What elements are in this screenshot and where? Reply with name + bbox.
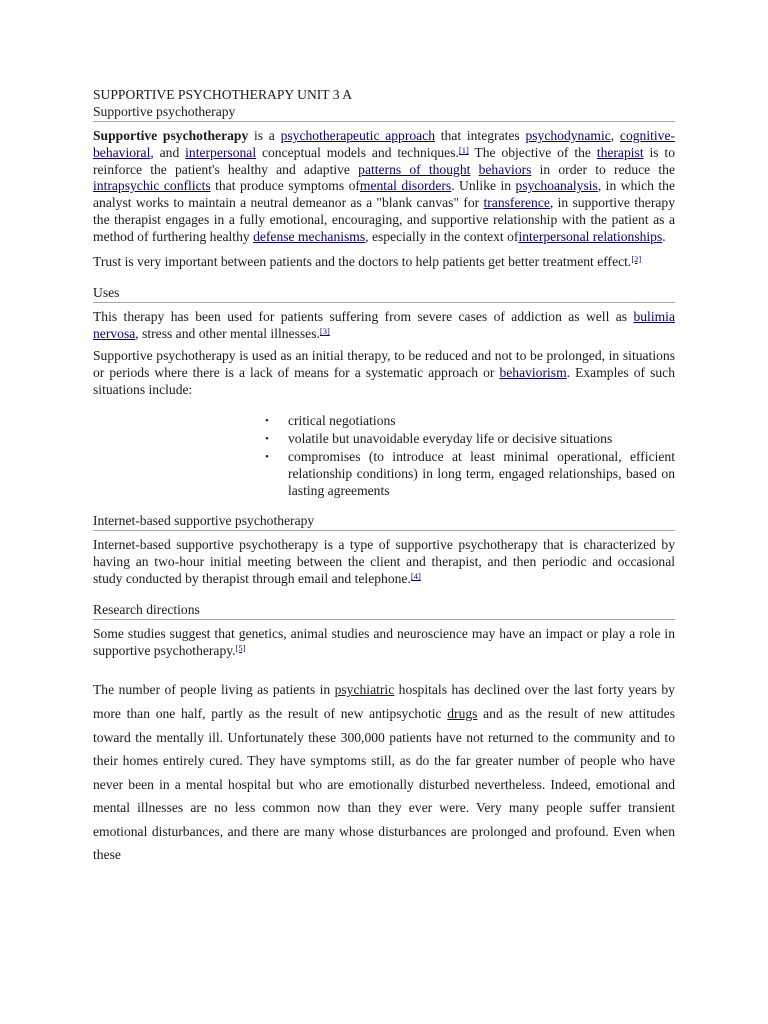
link-psychodynamic[interactable]: psychodynamic (525, 128, 611, 143)
link-intrapsychic-conflicts[interactable]: intrapsychic conflicts (93, 178, 211, 194)
text-run: that produce symptoms of (210, 178, 360, 194)
citation-1[interactable]: [1] (458, 144, 469, 155)
internet-paragraph (93, 537, 675, 587)
bullet-icon: • (265, 415, 269, 428)
situations-list (93, 413, 675, 499)
link-behaviors[interactable]: behaviors (478, 161, 532, 177)
bullet-icon: • (265, 450, 269, 463)
text-run: , especially in the context of (365, 228, 519, 244)
link-interpersonal[interactable]: interpersonal (185, 144, 257, 160)
uses-paragraph-2 (93, 348, 675, 398)
text-run: in order to reduce the (531, 161, 675, 177)
link-bulimia-nervosa[interactable]: bulimia nervosa (93, 309, 675, 342)
text-run: Internet-based supportive psychotherapy is a type of supportive psychotherapy that is characterized by having an two-hour initial meeting between the client and therapist, and then periodic and occasional study conducted by therapist through email and telephone. (93, 537, 675, 586)
link-therapist[interactable]: therapist (596, 144, 644, 160)
essay-paragraph (93, 678, 675, 867)
link-transference[interactable]: transference (483, 195, 550, 211)
research-paragraph (93, 626, 675, 660)
underlined-word-psychiatric: psychiatric (334, 682, 395, 698)
section-heading-internet-based: Internet-based supportive psychotherapy (93, 512, 675, 531)
uses-paragraph-1 (93, 309, 675, 343)
text-run: Some studies suggest that genetics, animal studies and neuroscience may have an impact or play a role in supportive psychotherapy. (93, 625, 675, 658)
text-run: hospitals has declined over the last forty years by more than one half, partly as the result of new antipsychotic (93, 682, 675, 721)
section-heading-research-directions: Research directions (93, 601, 675, 620)
link-psychotherapeutic-approach[interactable]: psychotherapeutic approach (280, 128, 436, 143)
list-item-text: volatile but unavoidable everyday life or decisive situations (288, 431, 613, 447)
link-cognitive-behavioral[interactable]: cognitive-behavioral (93, 128, 676, 160)
list-item-text: compromises (to introduce at least minimal operational, efficient relationship conditions) in long term, engaged relationships, based on lasting agreements (288, 448, 675, 498)
text-run: is a (248, 128, 281, 143)
text-run: . Examples of such situations include: (93, 364, 675, 397)
link-mental-disorders[interactable]: mental disorders (359, 178, 452, 194)
link-defense-mechanisms[interactable]: defense mechanisms (253, 228, 366, 244)
text-run (470, 162, 478, 177)
underlined-word-drugs: drugs (447, 705, 478, 721)
intro-paragraph (93, 128, 675, 246)
link-behaviorism[interactable]: behaviorism (499, 364, 567, 380)
text-run: Supportive psychotherapy is used as an initial therapy, to be reduced and not to be prolonged, in situations or periods where there is a lack of means for a systematic approach or (93, 347, 675, 380)
citation-4[interactable]: [4] (410, 570, 421, 581)
bold-term: Supportive psychotherapy (93, 128, 249, 143)
section-heading-uses: Uses (93, 284, 675, 303)
trust-paragraph (93, 254, 675, 271)
list-item (265, 431, 675, 448)
citation-3[interactable]: [3] (319, 326, 330, 337)
link-patterns-of-thought[interactable]: patterns of thought (358, 161, 471, 177)
link-interpersonal-relationships[interactable]: interpersonal relationships (518, 228, 663, 244)
text-run: and as the result of new attitudes toward the mentally ill. Unfortunately these 300,000 patients have not returned to the community and to their homes entirely cured. They have symptoms still, as do the far greater number of people who have never been in a mental hospital but who are emotionally disturbed nevertheless. Indeed, emotional and mental illnesses are no less common now than they ever were. Very many people suffer transient emotional disturbances, and there are many whose disturbances are prolonged and profound. Even when these (93, 705, 676, 863)
text-run: , stress and other mental illnesses. (135, 326, 320, 342)
text-run: Trust is very important between patients and the doctors to help patients get better treatment effect. (93, 253, 632, 269)
link-psychoanalysis[interactable]: psychoanalysis (515, 178, 598, 194)
document-title: SUPPORTIVE PSYCHOTHERAPY UNIT 3 A (93, 87, 353, 102)
text-run: The objective of the (468, 144, 597, 160)
citation-2[interactable]: [2] (631, 253, 642, 264)
text-run: , in which the analyst works to maintain a neutral demeanor as a "blank canvas" for (93, 178, 675, 211)
text-run: that integrates (435, 128, 526, 143)
text-run: . Unlike in (451, 178, 516, 194)
section-heading-supportive-psychotherapy: Supportive psychotherapy (93, 103, 675, 122)
text-run: , and (150, 144, 186, 160)
list-item-text: critical negotiations (288, 413, 396, 429)
text-run: . (662, 228, 666, 244)
text-run: , in supportive therapy the therapist engages in a fully emotional, encouraging, and supportive relationship with the patient as a method of furthering healthy (93, 195, 675, 244)
text-run: This therapy has been used for patients suffering from severe cases of addiction as well as (93, 309, 634, 325)
text-run: is to reinforce the patient's healthy and adaptive (93, 144, 675, 177)
text-run: , (610, 128, 620, 143)
bullet-icon: • (265, 433, 269, 446)
list-item (265, 448, 675, 499)
list-item (265, 413, 675, 430)
citation-5[interactable]: [5] (235, 642, 246, 653)
text-run: conceptual models and techniques. (256, 144, 459, 160)
document-page (93, 86, 675, 867)
text-run: The number of people living as patients in (93, 682, 335, 698)
